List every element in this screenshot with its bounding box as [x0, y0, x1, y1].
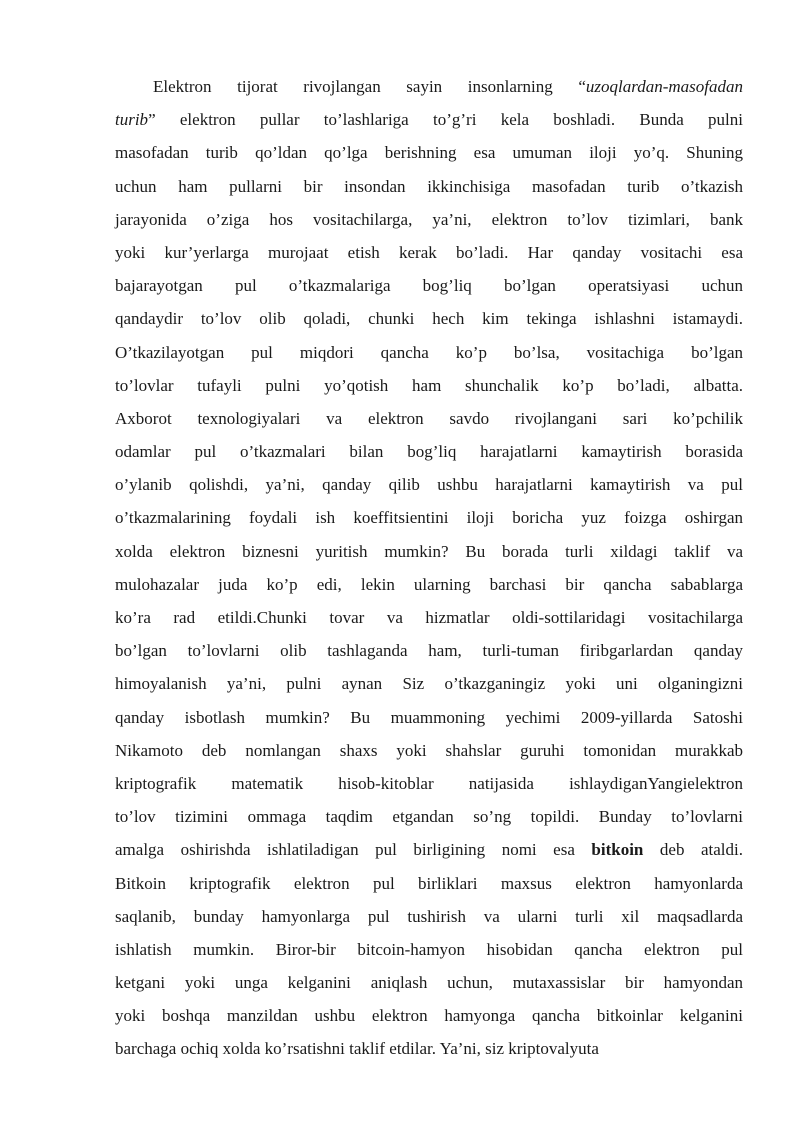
text-line: jarayonida o’ziga hos vositachilarga, ya’ni, elektron to’lov tizimlari, bank: [115, 209, 743, 229]
text-line: masofadan turib qo’ldan qo’lga berishning esa umuman iloji yo’q. Shuning: [115, 143, 743, 163]
text-span: ” elektron pullar to’lashlariga to’g’ri kela boshladi. Bunda pulni: [148, 110, 743, 130]
text-line: bajarayotgan pul o’tkazmalariga bog’liq bo’lgan operatsiyasi uchun: [115, 276, 743, 296]
text-line: mulohazalar juda ko’p edi, lekin ularning barchasi bir qancha sabablarga: [115, 574, 743, 594]
text-span: amalga oshirishda ishlatiladigan pul birligining nomi esa: [115, 840, 592, 860]
text-line: bo’lgan to’lovlarni olib tashlaganda ham, turli-tuman firibgarlardan qanday: [115, 641, 743, 661]
text-line: ketgani yoki unga kelganini aniqlash uchun, mutaxassislar bir hamyondan: [115, 973, 743, 993]
text-line: himoyalanish ya’ni, pulni aynan Siz o’tkazganingiz yoki uni olganingizni: [115, 674, 743, 694]
italic-phrase: turib: [115, 110, 149, 130]
text-line: Bitkoin kriptografik elektron pul birliklari maxsus elektron hamyonlarda: [115, 873, 743, 893]
text-line: saqlanib, bunday hamyonlarga pul tushirish va ularni turli xil maqsadlarda: [115, 906, 743, 926]
text-line: uchun ham pullarni bir insondan ikkinchisiga masofadan turib o’tkazish: [115, 176, 743, 196]
text-line: xolda elektron biznesni yuritish mumkin? Bu borada turli xildagi taklif va: [115, 541, 743, 561]
text-body: [115, 70, 743, 1066]
text-line: yoki boshqa manzildan ushbu elektron hamyonga qancha bitkoinlar kelganini: [115, 1006, 743, 1026]
text-line: Nikamoto deb nomlangan shaxs yoki shahslar guruhi tomonidan murakkab: [115, 740, 743, 760]
text-span: deb ataldi.: [643, 840, 743, 860]
text-line: to’lovlar tufayli pulni yo’qotish ham shunchalik ko’p bo’ladi, albatta.: [115, 375, 743, 395]
text-line: ko’ra rad etildi.Chunki tovar va hizmatlar oldi-sottilaridagi vositachilarga: [115, 608, 743, 627]
text-line: to’lov tizimini ommaga taqdim etgandan so’ng topildi. Bunday to’lovlarni: [115, 807, 743, 827]
text-line: barchaga ochiq xolda ko’rsatishni taklif etdilar. Ya’ni, siz kriptovalyuta: [115, 1039, 599, 1059]
text-line: ishlatish mumkin. Biror-bir bitcoin-hamyon hisobidan qancha elektron pul: [115, 939, 743, 959]
text-line: [115, 70, 743, 103]
text-line: Axborot texnologiyalari va elektron savdo rivojlangani sari ko’pchilik: [115, 408, 743, 428]
text-line: o’tkazmalarining foydali ish koeffitsientini iloji boricha yuz foizga oshirgan: [115, 508, 743, 528]
text-line: o’ylanib qolishdi, ya’ni, qanday qilib ushbu harajatlarni kamaytirish va pul: [115, 475, 743, 495]
text-line: qanday isbotlash mumkin? Bu muammoning yechimi 2009-yillarda Satoshi: [115, 707, 743, 727]
text-line: yoki kur’yerlarga murojaat etish kerak bo’ladi. Har qanday vositachi esa: [115, 242, 743, 262]
text-line: [115, 103, 743, 136]
text-line: odamlar pul o’tkazmalari bilan bog’liq harajatlarni kamaytirish borasida: [115, 442, 743, 462]
bold-term: bitkoin: [591, 840, 644, 860]
text-span: Elektron tijorat rivojlangan sayin insonlarning “: [153, 77, 586, 96]
italic-phrase: uzoqlardan-masofadan: [585, 77, 743, 96]
text-line: kriptografik matematik hisob-kitoblar natijasida ishlaydiganYangielektron: [115, 773, 743, 793]
text-line: O’tkazilayotgan pul miqdori qancha ko’p bo’lsa, vositachiga bo’lgan: [115, 342, 743, 362]
text-line: qandaydir to’lov olib qoladi, chunki hech kim tekinga ishlashni istamaydi.: [115, 309, 743, 329]
text-line: [115, 833, 743, 866]
